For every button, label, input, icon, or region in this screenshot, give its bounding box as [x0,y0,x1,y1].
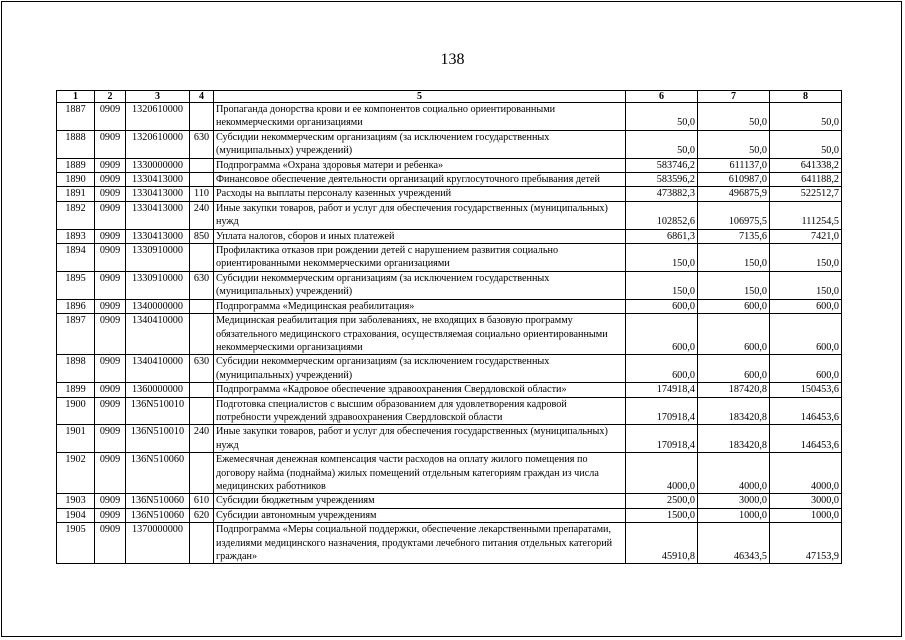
amount-col7-cell: 50,0 [698,130,770,158]
amount-col7-cell: 150,0 [698,244,770,272]
expense-type-cell: 850 [190,229,214,243]
table-row [57,397,842,425]
amount-col7-cell: 150,0 [698,271,770,299]
expense-type-cell: 240 [190,201,214,229]
amount-col8-cell: 522512,7 [770,187,842,201]
description-cell: Ежемесячная денежная компенсация части расходов на оплату жилого помещения по договору найма (поднайма) жилых помещений отдельным категориям граждан из числа медицинских работников [214,453,626,494]
description-cell: Расходы на выплаты персоналу казенных учреждений [214,187,626,201]
amount-col6-cell: 45910,8 [626,523,698,564]
row-number-cell: 1905 [57,523,95,564]
table-row [57,130,842,158]
row-number-cell: 1890 [57,173,95,187]
amount-col7-cell: 46343,5 [698,523,770,564]
target-article-cell: 1330910000 [126,271,190,299]
expense-type-cell: 610 [190,494,214,508]
target-article-cell: 1330413000 [126,201,190,229]
description-cell: Иные закупки товаров, работ и услуг для обеспечения государственных (муниципальных) нужд [214,201,626,229]
header-cell: 5 [214,91,626,103]
description-cell: Подпрограмма «Меры социальной поддержки, обеспечение лекарственными препаратами, изделиями медицинского назначения, продуктами лечебного питания отдельных категорий граждан» [214,523,626,564]
amount-col6-cell: 174918,4 [626,383,698,397]
target-article-cell: 1330413000 [126,187,190,201]
table-row [57,201,842,229]
target-article-cell: 1340000000 [126,299,190,313]
amount-col6-cell: 600,0 [626,299,698,313]
row-number-cell: 1892 [57,201,95,229]
section-code-cell: 0909 [95,187,126,201]
amount-col8-cell: 3000,0 [770,494,842,508]
description-cell: Субсидии некоммерческим организациям (за исключением государственных (муниципальных) учреждений) [214,271,626,299]
expense-type-cell [190,103,214,131]
table-row [57,173,842,187]
row-number-cell: 1893 [57,229,95,243]
amount-col6-cell: 102852,6 [626,201,698,229]
amount-col8-cell: 600,0 [770,314,842,355]
description-cell: Финансовое обеспечение деятельности организаций круглосуточного пребывания детей [214,173,626,187]
amount-col6-cell: 150,0 [626,271,698,299]
header-cell: 3 [126,91,190,103]
target-article-cell: 136N510060 [126,508,190,522]
target-article-cell: 1330000000 [126,158,190,172]
expense-type-cell [190,158,214,172]
amount-col8-cell: 146453,6 [770,425,842,453]
section-code-cell: 0909 [95,271,126,299]
amount-col7-cell: 7135,6 [698,229,770,243]
header-cell: 8 [770,91,842,103]
amount-col6-cell: 600,0 [626,314,698,355]
amount-col6-cell: 50,0 [626,103,698,131]
expense-type-cell [190,397,214,425]
row-number-cell: 1895 [57,271,95,299]
amount-col7-cell: 183420,8 [698,425,770,453]
amount-col8-cell: 600,0 [770,299,842,313]
target-article-cell: 136N510010 [126,397,190,425]
amount-col7-cell: 496875,9 [698,187,770,201]
amount-col8-cell: 4000,0 [770,453,842,494]
target-article-cell: 1360000000 [126,383,190,397]
row-number-cell: 1899 [57,383,95,397]
amount-col7-cell: 600,0 [698,314,770,355]
section-code-cell: 0909 [95,314,126,355]
amount-col8-cell: 111254,5 [770,201,842,229]
section-code-cell: 0909 [95,299,126,313]
section-code-cell: 0909 [95,425,126,453]
header-cell: 6 [626,91,698,103]
target-article-cell: 1340410000 [126,355,190,383]
section-code-cell: 0909 [95,355,126,383]
amount-col6-cell: 583596,2 [626,173,698,187]
amount-col7-cell: 3000,0 [698,494,770,508]
target-article-cell: 1330413000 [126,229,190,243]
expense-type-cell: 110 [190,187,214,201]
table-row [57,425,842,453]
table-row [57,383,842,397]
description-cell: Подготовка специалистов с высшим образованием для удовлетворения кадровой потребности учреждений здравоохранения Свердловской области [214,397,626,425]
table-row [57,453,842,494]
row-number-cell: 1887 [57,103,95,131]
row-number-cell: 1901 [57,425,95,453]
amount-col6-cell: 150,0 [626,244,698,272]
target-article-cell: 1370000000 [126,523,190,564]
budget-table [56,90,842,564]
row-number-cell: 1902 [57,453,95,494]
expense-type-cell: 240 [190,425,214,453]
expense-type-cell [190,523,214,564]
amount-col7-cell: 106975,5 [698,201,770,229]
amount-col6-cell: 170918,4 [626,397,698,425]
table-row [57,508,842,522]
section-code-cell: 0909 [95,229,126,243]
amount-col7-cell: 183420,8 [698,397,770,425]
table-row [57,187,842,201]
description-cell: Подпрограмма «Медицинская реабилитация» [214,299,626,313]
row-number-cell: 1898 [57,355,95,383]
amount-col6-cell: 473882,3 [626,187,698,201]
section-code-cell: 0909 [95,508,126,522]
section-code-cell: 0909 [95,453,126,494]
target-article-cell: 136N510060 [126,494,190,508]
row-number-cell: 1894 [57,244,95,272]
row-number-cell: 1904 [57,508,95,522]
description-cell: Профилактика отказов при рождении детей с нарушением развития социально ориентированными некоммерческими организациями [214,244,626,272]
description-cell: Субсидии некоммерческим организациям (за исключением государственных (муниципальных) учреждений) [214,130,626,158]
amount-col6-cell: 2500,0 [626,494,698,508]
amount-col8-cell: 1000,0 [770,508,842,522]
section-code-cell: 0909 [95,103,126,131]
table-row [57,355,842,383]
amount-col6-cell: 4000,0 [626,453,698,494]
amount-col7-cell: 4000,0 [698,453,770,494]
table-row [57,494,842,508]
expense-type-cell [190,453,214,494]
description-cell: Субсидии некоммерческим организациям (за исключением государственных (муниципальных) учреждений) [214,355,626,383]
row-number-cell: 1891 [57,187,95,201]
description-cell: Субсидии автономным учреждениям [214,508,626,522]
target-article-cell: 136N510060 [126,453,190,494]
amount-col7-cell: 611137,0 [698,158,770,172]
row-number-cell: 1888 [57,130,95,158]
header-row [57,91,842,103]
expense-type-cell: 620 [190,508,214,522]
amount-col8-cell: 641338,2 [770,158,842,172]
target-article-cell: 1320610000 [126,103,190,131]
row-number-cell: 1896 [57,299,95,313]
section-code-cell: 0909 [95,397,126,425]
expense-type-cell [190,314,214,355]
row-number-cell: 1900 [57,397,95,425]
amount-col6-cell: 1500,0 [626,508,698,522]
expense-type-cell [190,244,214,272]
expense-type-cell: 630 [190,271,214,299]
table-row [57,229,842,243]
amount-col8-cell: 47153,9 [770,523,842,564]
expense-type-cell [190,299,214,313]
description-cell: Иные закупки товаров, работ и услуг для обеспечения государственных (муниципальных) нужд [214,425,626,453]
section-code-cell: 0909 [95,173,126,187]
description-cell: Пропаганда донорства крови и ее компонентов социально ориентированными некоммерческими организациями [214,103,626,131]
section-code-cell: 0909 [95,244,126,272]
description-cell: Медицинская реабилитация при заболеваниях, не входящих в базовую программу обязательного медицинского страхования, осуществляемая социально ориентированными некоммерческими организациями [214,314,626,355]
target-article-cell: 1340410000 [126,314,190,355]
table-row [57,299,842,313]
table-row [57,314,842,355]
amount-col6-cell: 170918,4 [626,425,698,453]
section-code-cell: 0909 [95,523,126,564]
expense-type-cell: 630 [190,130,214,158]
amount-col7-cell: 600,0 [698,355,770,383]
description-cell: Субсидии бюджетным учреждениям [214,494,626,508]
table-row [57,523,842,564]
amount-col6-cell: 583746,2 [626,158,698,172]
amount-col8-cell: 7421,0 [770,229,842,243]
target-article-cell: 1330910000 [126,244,190,272]
header-cell: 7 [698,91,770,103]
amount-col7-cell: 1000,0 [698,508,770,522]
target-article-cell: 1320610000 [126,130,190,158]
row-number-cell: 1889 [57,158,95,172]
amount-col8-cell: 150,0 [770,271,842,299]
table-row [57,103,842,131]
page-number: 138 [440,51,465,68]
amount-col7-cell: 187420,8 [698,383,770,397]
table-row [57,271,842,299]
amount-col8-cell: 150453,6 [770,383,842,397]
amount-col7-cell: 50,0 [698,103,770,131]
target-article-cell: 136N510010 [126,425,190,453]
header-cell: 4 [190,91,214,103]
amount-col8-cell: 146453,6 [770,397,842,425]
table-row [57,158,842,172]
expense-type-cell [190,383,214,397]
section-code-cell: 0909 [95,494,126,508]
amount-col6-cell: 6861,3 [626,229,698,243]
amount-col8-cell: 600,0 [770,355,842,383]
description-cell: Подпрограмма «Охрана здоровья матери и ребенка» [214,158,626,172]
description-cell: Уплата налогов, сборов и иных платежей [214,229,626,243]
amount-col8-cell: 50,0 [770,130,842,158]
amount-col7-cell: 610987,0 [698,173,770,187]
amount-col6-cell: 600,0 [626,355,698,383]
row-number-cell: 1903 [57,494,95,508]
section-code-cell: 0909 [95,130,126,158]
expense-type-cell [190,173,214,187]
section-code-cell: 0909 [95,201,126,229]
amount-col8-cell: 641188,2 [770,173,842,187]
section-code-cell: 0909 [95,383,126,397]
amount-col8-cell: 150,0 [770,244,842,272]
amount-col8-cell: 50,0 [770,103,842,131]
description-cell: Подпрограмма «Кадровое обеспечение здравоохранения Свердловской области» [214,383,626,397]
amount-col7-cell: 600,0 [698,299,770,313]
section-code-cell: 0909 [95,158,126,172]
expense-type-cell: 630 [190,355,214,383]
amount-col6-cell: 50,0 [626,130,698,158]
header-cell: 1 [57,91,95,103]
table-row [57,244,842,272]
row-number-cell: 1897 [57,314,95,355]
header-cell: 2 [95,91,126,103]
target-article-cell: 1330413000 [126,173,190,187]
